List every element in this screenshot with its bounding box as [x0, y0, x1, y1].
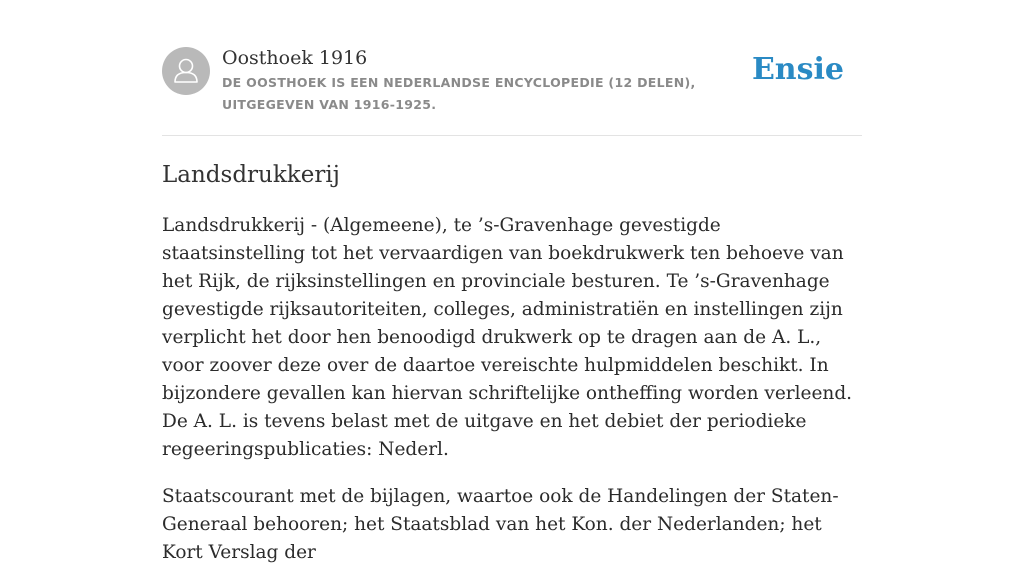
user-icon-graphic [162, 47, 210, 95]
article-title: Landsdrukkerij [162, 162, 340, 188]
article-paragraph: Staatscourant met de bijlagen, waartoe ook de Handelingen der Staten-Generaal behooren; het Staatsblad van het Kon. der Nederlanden; het Kort Verslag der [162, 486, 839, 563]
source-header [162, 0, 862, 136]
brand-logo[interactable]: Ensie [751, 52, 844, 87]
user-icon[interactable] [162, 47, 210, 95]
page-container [162, 0, 862, 563]
article-paragraph: Landsdrukkerij - (Algemeene), te ’s-Gravenhage gevestigde staatsinstelling tot het vervaardigen van boekdrukwerk ten behoeve van het Rijk, de rijksinstellingen en provinciale besturen. Te ’s-Gravenhage gevestigde rijksautoriteiten, colleges, administratiën en instellingen zijn verplicht het door hen benoodigd drukwerk op te dragen aan de A. L., voor zoover deze over de daartoe vereischte hulpmiddelen beschikt. In bijzondere gevallen kan hiervan schriftelijke ontheffing worden verleend. De A. L. is tevens belast met de uitgave en het debiet der periodieke regeeringspublicaties: Nederl. [162, 215, 853, 460]
source-description: DE OOSTHOEK IS EEN NEDERLANDSE ENCYCLOPEDIE (12 DELEN), UITGEGEVEN VAN 1916-1925. [222, 75, 696, 112]
article-body [162, 212, 866, 586]
source-title[interactable]: Oosthoek 1916 [222, 47, 368, 69]
